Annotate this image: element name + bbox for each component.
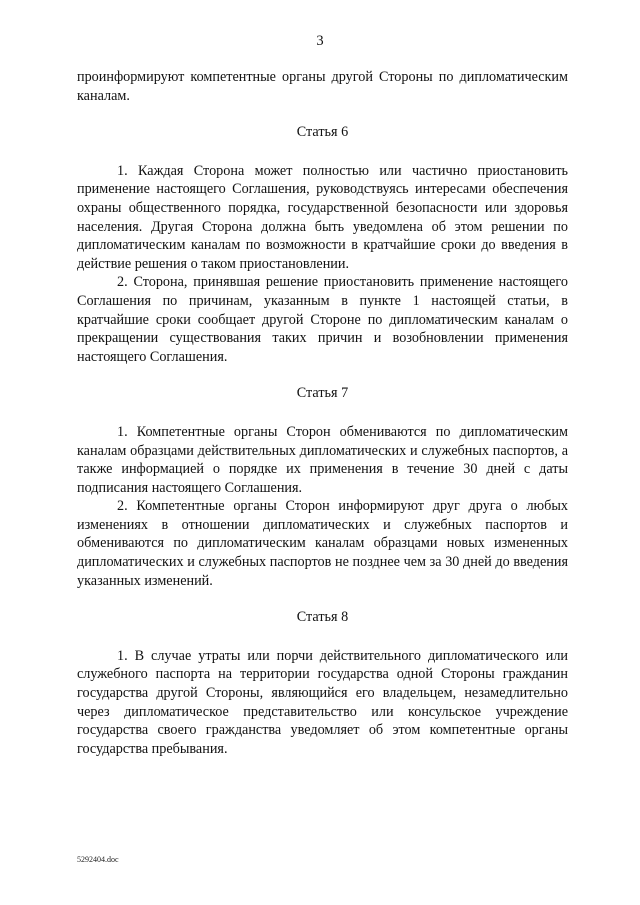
intro-paragraph: проинформируют компетентные органы другой Стороны по дипломатическим каналам. xyxy=(77,69,568,104)
article-7-paragraph-2: 2. Компетентные органы Сторон информируют друг друга о любых изменениях в отношении дипломатических и служебных паспортов и обмениваются по дипломатическим каналам образцами новых измененных дипломатических и служебных паспортов не позднее чем за 30 дней до введения указанных изменений. xyxy=(77,498,568,589)
article-6-paragraph-2: 2. Сторона, принявшая решение приостановить применение настоящего Соглашения по причинам, указанным в пункте 1 настоящей статьи, в кратчайшие сроки сообщает другой Стороне по дипломатическим каналам о прекращении существования таких причин и возобновлении применения настоящего Соглашения. xyxy=(77,274,568,365)
file-name-footer: 5292404.doc xyxy=(77,855,119,864)
article-8-paragraph-1: 1. В случае утраты или порчи действительного дипломатического или служебного паспорта на территории государства одной Стороны гражданин государства другой Стороны, являющийся его владельцем, незамедлительно через дипломатическое представительство или консульское учреждение государства своего гражданства уведомляет об этом компетентные органы государства пребывания. xyxy=(77,647,568,757)
document-body xyxy=(77,68,568,758)
article-8-title: Статья 8 xyxy=(296,609,349,626)
article-7-title: Статья 7 xyxy=(296,385,349,402)
article-7-paragraph-1: 1. Компетентные органы Сторон обмениваются по дипломатическим каналам образцами действительных дипломатических и служебных паспортов, а также информацией о порядке их применения в течение 30 дней с даты подписания настоящего Соглашения. xyxy=(77,423,568,496)
article-6-paragraph-1: 1. Каждая Сторона может полностью или частично приостановить применение настоящего Соглашения, руководствуясь интересами обеспечения охраны общественного порядка, государственной безопасности или здоровья населения. Другая Сторона должна быть уведомлена об этом решении по дипломатическим каналам по возможности в кратчайшие сроки до введения в действие решения о таком приостановлении. xyxy=(77,162,568,272)
article-6-title: Статья 6 xyxy=(296,124,349,141)
page-number: 3 xyxy=(316,33,324,49)
